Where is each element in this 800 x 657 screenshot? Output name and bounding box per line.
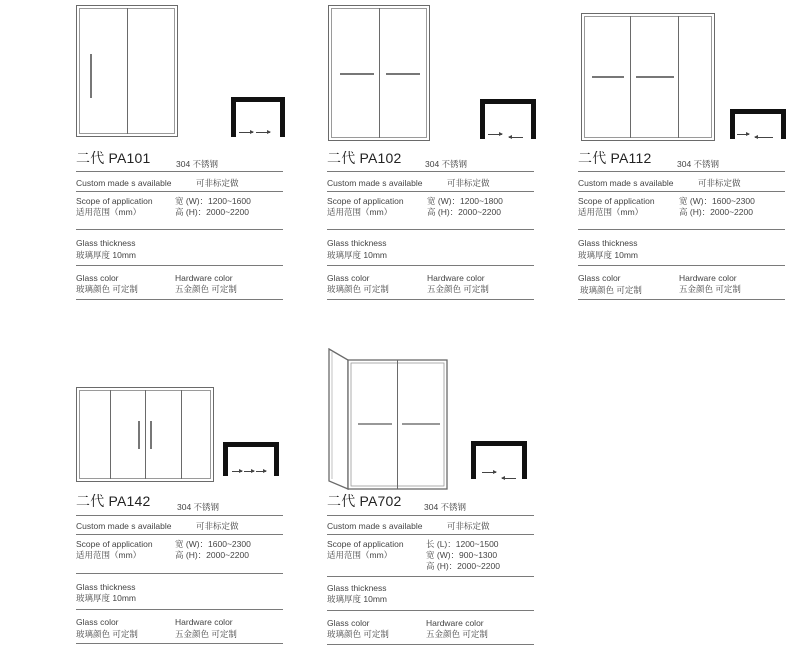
hardware-color-label: Hardware color: [426, 618, 484, 628]
custom-label: Custom made s available: [76, 521, 172, 531]
hardware-color-label: Hardware color: [427, 273, 485, 283]
scope-label-cn: 适用范围（mm）: [76, 207, 142, 217]
divider: [76, 191, 283, 192]
top-view-plan-diagram: [231, 97, 285, 137]
material-text: 304 不锈钢: [425, 159, 468, 169]
glass-color-label: Glass color: [327, 273, 370, 283]
divider: [327, 265, 534, 266]
corner-enclosure-svg: [328, 348, 448, 490]
divider: [327, 229, 534, 230]
divider: [76, 265, 283, 266]
glass-thickness-label: Glass thickness: [578, 238, 638, 248]
material-text: 304 不锈钢: [177, 502, 220, 512]
door-handle: [386, 73, 420, 75]
divider: [327, 515, 534, 516]
dimension-length: 长 (L)：1200~1500: [426, 539, 499, 549]
glass-thickness-value: 玻璃厚度 10mm: [327, 250, 387, 260]
scope-label: Scope of application: [327, 196, 404, 206]
scope-label: Scope of application: [76, 196, 153, 206]
divider: [76, 299, 283, 300]
scope-label-cn: 适用范围（mm）: [327, 207, 393, 217]
divider: [76, 229, 283, 230]
divider: [327, 191, 534, 192]
dimension-height: 高 (H)：2000~2200: [175, 207, 249, 217]
custom-label-cn: 可非标定做: [447, 178, 490, 188]
divider: [327, 534, 534, 535]
glass-color-label: Glass color: [76, 617, 119, 627]
custom-label-cn: 可非标定做: [196, 521, 239, 531]
door-handle: [340, 73, 374, 75]
glass-thickness-value: 玻璃厚度 10mm: [327, 594, 387, 604]
dimension-width: 宽 (W)：1200~1600: [175, 196, 251, 206]
scope-label: Scope of application: [578, 196, 655, 206]
scope-label-cn: 适用范围（mm）: [76, 550, 142, 560]
divider: [76, 171, 283, 172]
door-elevation-drawing: [76, 387, 214, 482]
divider: [327, 299, 534, 300]
scope-label: Scope of application: [76, 539, 153, 549]
material-text: 304 不锈钢: [424, 502, 467, 512]
custom-label: Custom made s available: [327, 178, 423, 188]
hardware-color-value: 五金颜色 可定制: [679, 284, 741, 294]
glass-thickness-label: Glass thickness: [327, 238, 387, 248]
material-text: 304 不锈钢: [176, 159, 219, 169]
divider: [578, 171, 785, 172]
divider: [76, 515, 283, 516]
door-elevation-drawing: [581, 13, 715, 141]
model-title: 二代 PA702: [327, 493, 402, 509]
door-handle: [138, 421, 140, 449]
divider: [578, 229, 785, 230]
dimension-height: 高 (H)：2000~2200: [679, 207, 753, 217]
divider: [578, 299, 785, 300]
material-text: 304 不锈钢: [677, 159, 720, 169]
top-view-plan-diagram: [471, 441, 527, 479]
scope-label-cn: 适用范围（mm）: [327, 550, 393, 560]
divider: [327, 171, 534, 172]
hardware-color-label: Hardware color: [175, 273, 233, 283]
glass-color-label: Glass color: [578, 273, 621, 283]
door-handle: [636, 76, 674, 78]
dimension-width: 宽 (W)：900~1300: [426, 550, 498, 560]
custom-label-cn: 可非标定做: [447, 521, 490, 531]
top-view-plan-diagram: [223, 442, 279, 476]
door-handle: [592, 76, 624, 78]
dimension-width: 宽 (W)：1200~1800: [427, 196, 503, 206]
custom-label-cn: 可非标定做: [698, 178, 741, 188]
divider: [76, 643, 283, 644]
hardware-color-value: 五金颜色 可定制: [175, 629, 237, 639]
scope-label-cn: 适用范围（mm）: [578, 207, 644, 217]
model-title: 二代 PA112: [578, 150, 652, 166]
hardware-color-label: Hardware color: [679, 273, 737, 283]
divider: [76, 534, 283, 535]
glass-thickness-label: Glass thickness: [76, 582, 136, 592]
hardware-color-value: 五金颜色 可定制: [175, 284, 237, 294]
custom-label: Custom made s available: [327, 521, 423, 531]
dimension-width: 宽 (W)：1600~2300: [175, 539, 251, 549]
model-title: 二代 PA142: [76, 493, 151, 509]
hardware-color-value: 五金颜色 可定制: [427, 284, 489, 294]
glass-thickness-value: 玻璃厚度 10mm: [76, 250, 136, 260]
glass-thickness-label: Glass thickness: [76, 238, 136, 248]
glass-thickness-value: 玻璃厚度 10mm: [76, 593, 136, 603]
dimension-height: 高 (H)：2000~2200: [427, 207, 501, 217]
custom-label: Custom made s available: [76, 178, 172, 188]
glass-thickness-value: 玻璃厚度 10mm: [578, 250, 638, 260]
corner-enclosure-drawing: [328, 348, 448, 490]
dimension-height: 高 (H)：2000~2200: [175, 550, 249, 560]
divider: [327, 644, 534, 645]
dimension-width: 宽 (W)：1600~2300: [679, 196, 755, 206]
divider: [327, 610, 534, 611]
door-handle: [150, 421, 152, 449]
divider: [578, 265, 785, 266]
scope-label: Scope of application: [327, 539, 404, 549]
door-handle: [90, 54, 92, 98]
model-title: 二代 PA101: [76, 150, 151, 166]
hardware-color-label: Hardware color: [175, 617, 233, 627]
door-elevation-drawing: [76, 5, 178, 137]
door-elevation-drawing: [328, 5, 430, 141]
divider: [327, 576, 534, 577]
glass-color-value: 玻璃颜色 可定制: [76, 629, 138, 639]
glass-color-value: 玻璃颜色 可定制: [580, 285, 642, 295]
top-view-plan-diagram: [480, 99, 536, 139]
glass-color-label: Glass color: [327, 618, 370, 628]
glass-color-value: 玻璃颜色 可定制: [76, 284, 138, 294]
model-title: 二代 PA102: [327, 150, 402, 166]
glass-color-label: Glass color: [76, 273, 119, 283]
top-view-plan-diagram: [730, 109, 786, 139]
dimension-height: 高 (H)：2000~2200: [426, 561, 500, 571]
custom-label-cn: 可非标定做: [196, 178, 239, 188]
divider: [76, 573, 283, 574]
custom-label: Custom made s available: [578, 178, 674, 188]
divider: [578, 191, 785, 192]
divider: [76, 609, 283, 610]
glass-color-value: 玻璃颜色 可定制: [327, 629, 389, 639]
glass-color-value: 玻璃颜色 可定制: [327, 284, 389, 294]
hardware-color-value: 五金颜色 可定制: [426, 629, 488, 639]
glass-thickness-label: Glass thickness: [327, 583, 387, 593]
